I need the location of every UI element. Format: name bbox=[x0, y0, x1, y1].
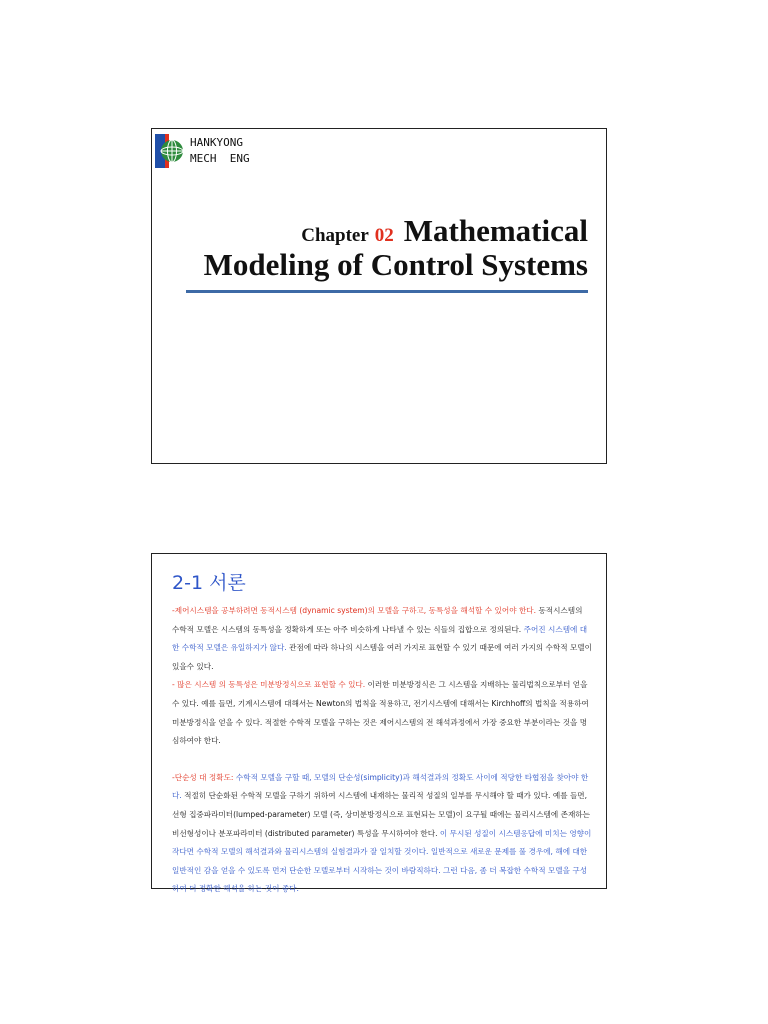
intro-slide bbox=[151, 553, 607, 894]
paragraph-2 bbox=[172, 676, 592, 750]
p3-red-text: -단순성 대 정확도: bbox=[172, 772, 234, 782]
section-heading: 2-1 서론 bbox=[172, 572, 246, 594]
title-underline bbox=[186, 290, 588, 293]
hankyong-logo-icon bbox=[154, 133, 186, 169]
p2-red-text: - 많은 시스템 의 동특성은 미분방정식으로 표현할 수 있다. bbox=[172, 680, 366, 690]
slide-body bbox=[172, 602, 592, 899]
title-line-1 bbox=[301, 213, 588, 249]
p2-text: 이러한 미분방정식은 그 시스템을 지배하는 물리법칙으로부터 얻을 수 있다. 예를 들면, 기계시스템에 대해서는 Newton의 법칙을 적용하고, 전기시스템에 대해서는 Kirchhoff의 법칙을 적용하여 미분방정식을 얻을 수 있다. 적절한 수학적 모델을 구하는 것은 제어시스템의 전 해석과정에서 가장 중요한 부분이라는 것을 명심하여야 한다. bbox=[172, 680, 589, 746]
p1-blue-text: 주어진 시스템에 대한 수학적 모델은 유일하지가 않다. bbox=[172, 624, 588, 653]
chapter-word: Chapter bbox=[301, 225, 369, 246]
paragraph-gap bbox=[172, 751, 592, 769]
p1-red-text: -제어시스템을 공부하려면 동적시스템 (dynamic system)의 모델을 구하고, 동특성을 해석할 수 있어야 한다. bbox=[172, 606, 537, 615]
p1-text-2: 관점에 따라 하나의 시스템을 여러 가지로 표현할 수 있기 때문에 여러 가지의 수학적 모델이 있을수 있다. bbox=[172, 643, 592, 671]
p3-blue-text-1: 수학적 모델을 구할 때, 모델의 단순성(simplicity)과 해석결과의 정확도 사이에 적당한 타협점을 찾아야 한다. bbox=[172, 772, 589, 801]
title-part-1: Mathematical bbox=[403, 213, 588, 248]
p3-blue-text-2: 이 무시된 성질이 시스템응답에 미치는 영향이 작다면 수학적 모델의 해석결과와 물리시스템의 실험결과가 잘 일치할 것이다. 일반적으로 새로운 문제를 풀 경우에, 해에 대한 일반적인 감을 얻을 수 있도록 먼저 단순한 모델로부터 시작하는 것이 바람직하다. 그런 다음, 좀 더 복잡한 수학적 모델을 구성하여 더 정확한 해석을 하는 것이 좋다. bbox=[172, 828, 592, 894]
org-name bbox=[190, 135, 250, 167]
title-slide bbox=[151, 128, 607, 464]
org-line-2: MECH ENG bbox=[190, 152, 250, 165]
p3-text: 적절히 단순화된 수학적 모델을 구하기 위하여 시스템에 내재하는 물리적 성질의 일부를 무시해야 할 때가 있다. 예를 들면, 선형 집중파라미터(lumped-parameter) 모델 (즉, 상미분방정식으로 표현되는 모델)이 요구될 때에는 물리시스템에 존재하는 비선형성이나 분포파라미터 (distributed parameter) 특성을 무시하여야 한다. bbox=[172, 791, 590, 838]
chapter-number: 02 bbox=[374, 225, 394, 246]
paragraph-1 bbox=[172, 602, 592, 676]
paragraph-3 bbox=[172, 769, 592, 899]
org-line-1: HANKYONG bbox=[190, 136, 243, 149]
p1-text-1: 동적시스템의 수학적 모델은 시스템의 동특성을 정확하게 또는 아주 비슷하게 나타낼 수 있는 식들의 집합으로 정의된다. bbox=[172, 606, 583, 634]
title-part-2: Modeling of Control Systems bbox=[203, 247, 588, 282]
